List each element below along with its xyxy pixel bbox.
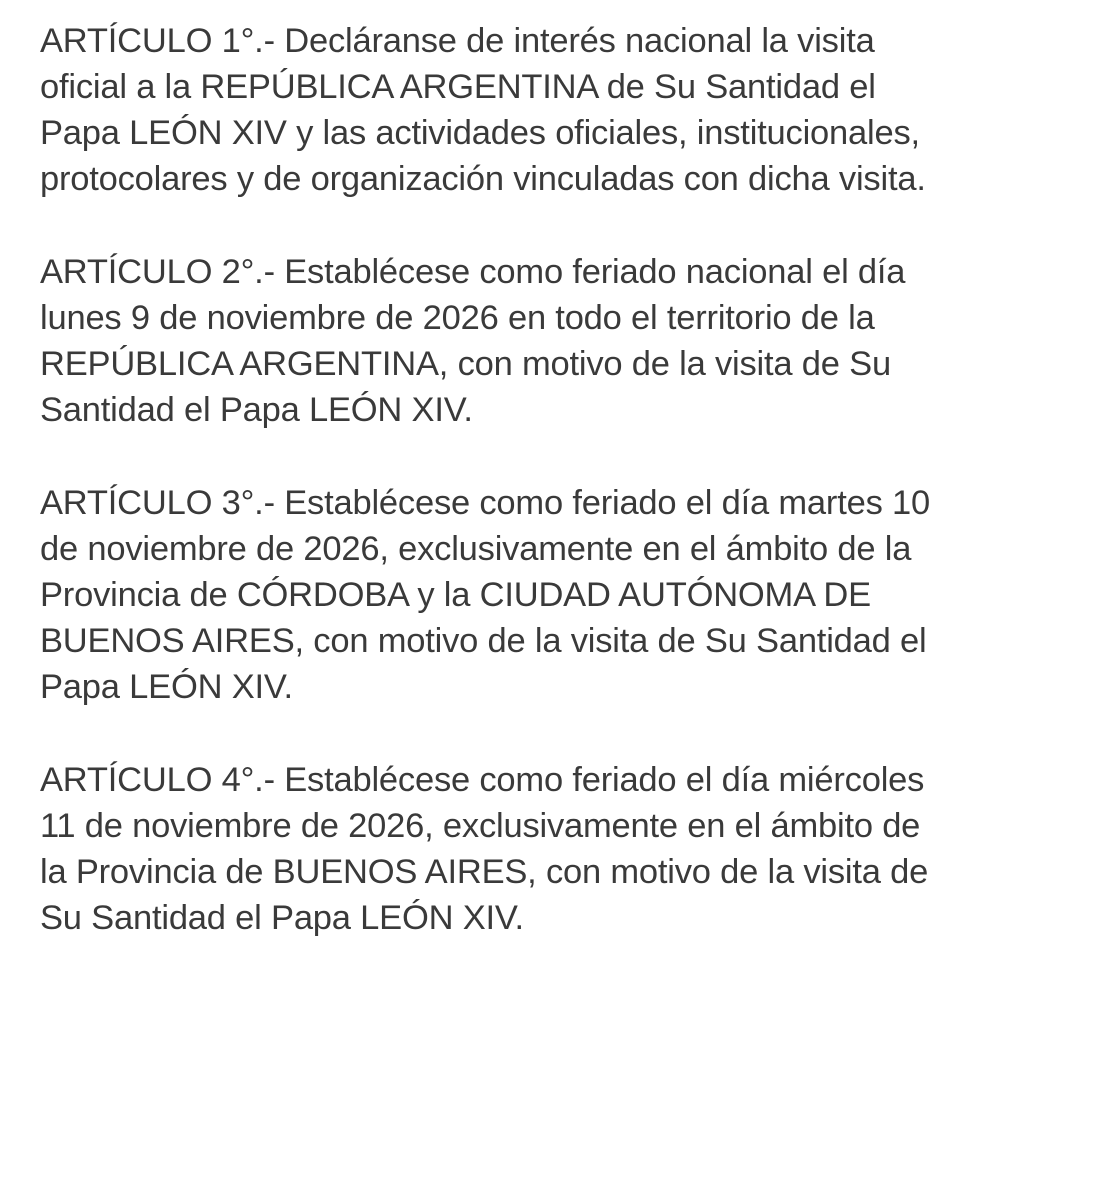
article-1-line: Papa LEÓN XIV y las actividades oficiales, institucionales, (40, 114, 920, 152)
article-2 (40, 249, 1080, 433)
article-2-line: REPÚBLICA ARGENTINA, con motivo de la visita de Su (40, 345, 891, 383)
article-4-line: Su Santidad el Papa LEÓN XIV. (40, 899, 524, 937)
article-2-line: lunes 9 de noviembre de 2026 en todo el territorio de la (40, 299, 875, 337)
article-1-line: protocolares y de organización vinculadas con dicha visita. (40, 160, 926, 198)
article-3-line: de noviembre de 2026, exclusivamente en el ámbito de la (40, 530, 912, 568)
article-1-line: oficial a la REPÚBLICA ARGENTINA de Su Santidad el (40, 68, 876, 106)
article-4 (40, 757, 1080, 941)
article-3-line: Provincia de CÓRDOBA y la CIUDAD AUTÓNOMA DE (40, 576, 871, 614)
article-4-line: la Provincia de BUENOS AIRES, con motivo de la visita de (40, 853, 929, 891)
article-3-line: BUENOS AIRES, con motivo de la visita de Su Santidad el (40, 622, 927, 660)
decree-text (40, 18, 1080, 988)
article-2-line: ARTÍCULO 2°.- Establécese como feriado nacional el día (40, 253, 906, 291)
article-2-line: Santidad el Papa LEÓN XIV. (40, 391, 473, 429)
article-3 (40, 480, 1080, 710)
article-3-line: ARTÍCULO 3°.- Establécese como feriado el día martes 10 (40, 484, 930, 522)
article-4-line: ARTÍCULO 4°.- Establécese como feriado el día miércoles (40, 761, 925, 799)
article-1 (40, 18, 1080, 202)
article-3-line: Papa LEÓN XIV. (40, 668, 293, 706)
article-4-line: 11 de noviembre de 2026, exclusivamente en el ámbito de (40, 807, 921, 845)
article-1-line: ARTÍCULO 1°.- Decláranse de interés nacional la visita (40, 22, 875, 60)
